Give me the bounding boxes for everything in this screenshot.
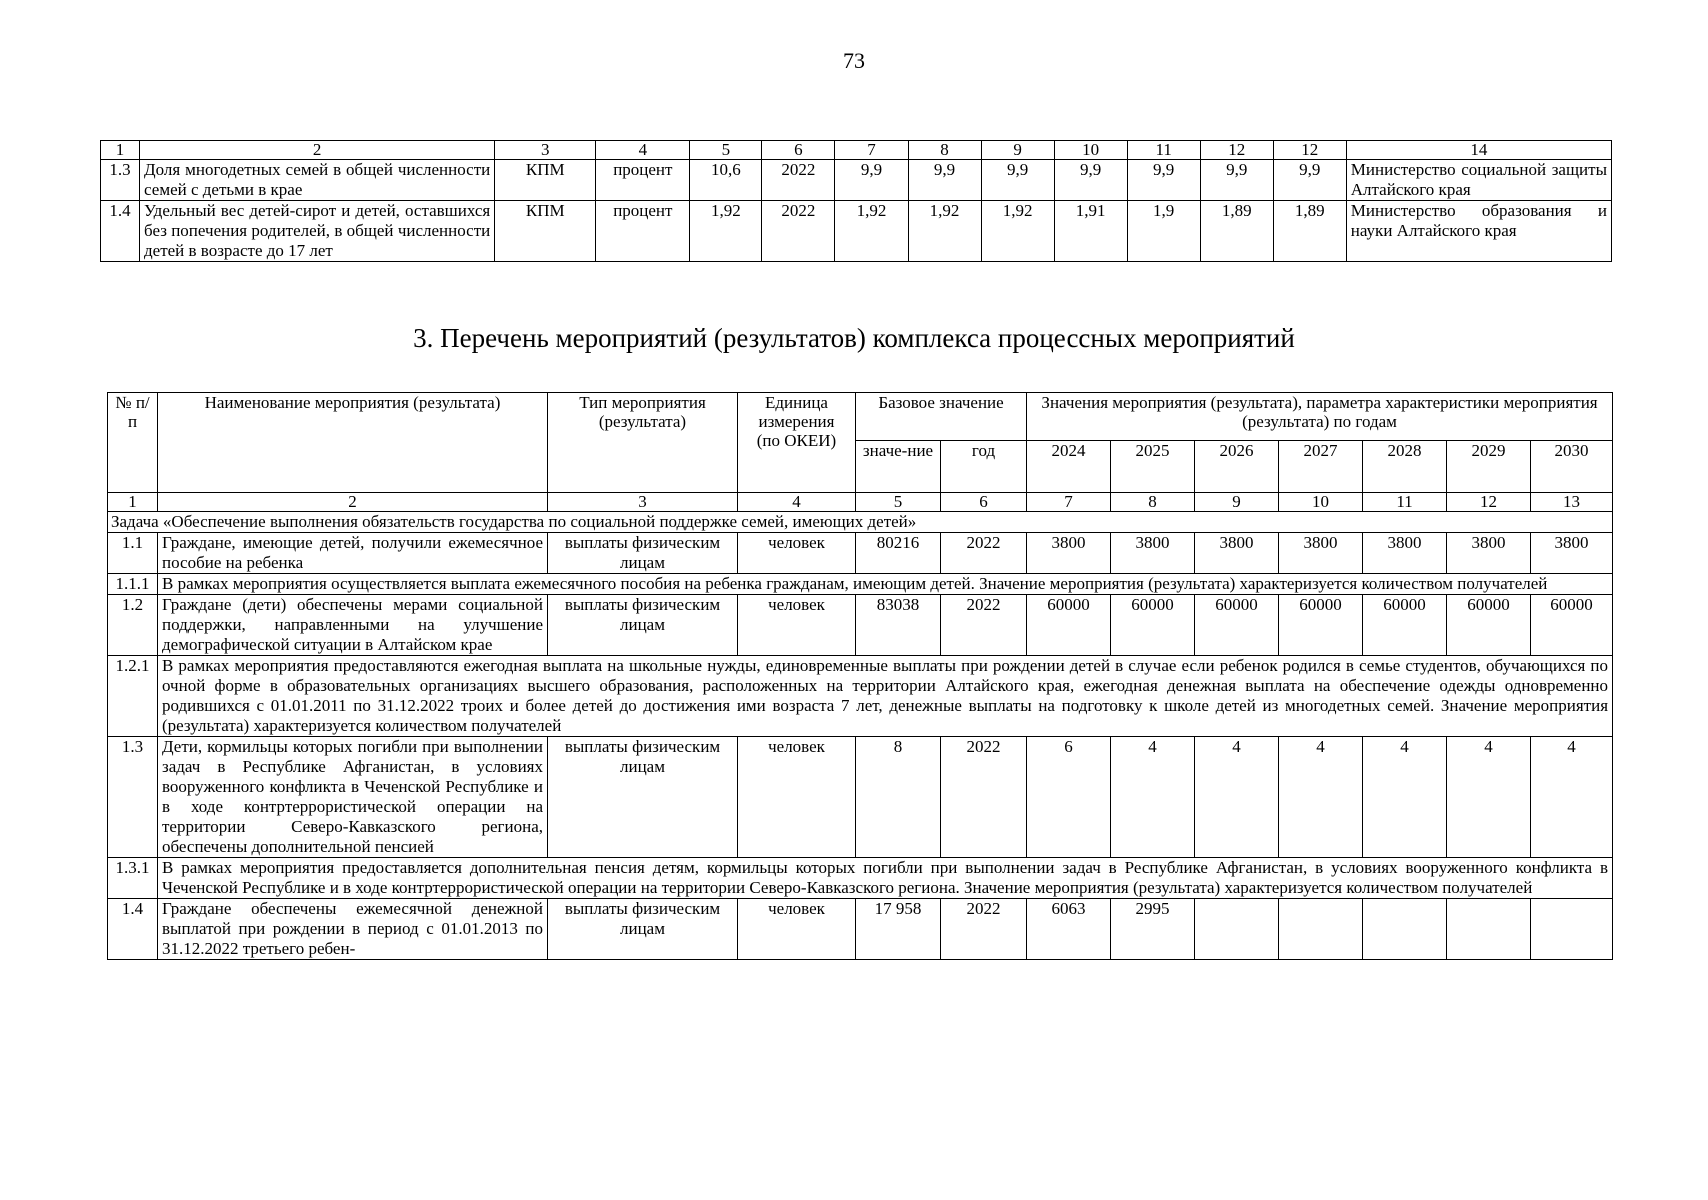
unit: человек: [738, 595, 856, 656]
row-number: 1.1.1: [108, 574, 158, 595]
year-value: [1363, 899, 1447, 960]
row-number: 1.2: [108, 595, 158, 656]
measure-description: В рамках мероприятия предоставляются ежегодная выплата на школьные нужды, единовременные выплаты при рождении детей в случае если ребенок родился в семье студентов, обучающихся по очной форме в образовательных организациях высшего образования, расположенных на территории Алтайского края, ежегодная денежная выплата на обеспечение одежды одновременно родившихся с 01.01.2011 по 31.12.2022 троих и более детей до достижения ими возраста 7 лет, денежные выплаты на подготовку к школе детей из многодетных семей. Значение мероприятия (результата) характеризуется количеством получателей: [158, 656, 1613, 737]
base-value: 80216: [856, 533, 941, 574]
column-number: 7: [835, 141, 908, 160]
header-base-year: год: [941, 441, 1027, 493]
header-values: Значения мероприятия (результата), параметра характеристики мероприятия (результата) по годам: [1027, 393, 1613, 441]
table-cell: 2022: [762, 201, 835, 262]
column-number: 7: [1027, 493, 1111, 512]
year-value: 3800: [1027, 533, 1111, 574]
measure-description: В рамках мероприятия осуществляется выплата ежемесячного пособия на ребенка гражданам, имеющим детей. Значение мероприятия (результата) характеризуется количеством получателей: [158, 574, 1613, 595]
year-value: 3800: [1363, 533, 1447, 574]
header-base-value: значе-ние: [856, 441, 941, 493]
measure-type: выплаты физическим лицам: [548, 737, 738, 858]
column-number: 6: [941, 493, 1027, 512]
row-number: 1.1: [108, 533, 158, 574]
year-value: 3800: [1111, 533, 1195, 574]
measure-description-row: [108, 656, 1613, 737]
column-number: 2: [158, 493, 548, 512]
year-value: [1195, 899, 1279, 960]
column-number: 13: [1531, 493, 1613, 512]
column-number: 4: [738, 493, 856, 512]
column-number: 8: [1111, 493, 1195, 512]
task-title: Задача «Обеспечение выполнения обязательств государства по социальной поддержке семей, имеющих детей»: [108, 512, 1613, 533]
column-number: 9: [1195, 493, 1279, 512]
header-name: Наименование мероприятия (результата): [158, 393, 548, 493]
column-number: 10: [1279, 493, 1363, 512]
indicators-table: [100, 140, 1612, 262]
base-year: 2022: [941, 595, 1027, 656]
year-value: 3800: [1195, 533, 1279, 574]
header-row: [108, 393, 1613, 441]
column-number: 12: [1447, 493, 1531, 512]
table-cell: 10,6: [690, 160, 762, 201]
year-value: 4: [1531, 737, 1613, 858]
measure-name: Дети, кормильцы которых погибли при выполнении задач в Республике Афганистан, в условиях вооруженного конфликта в Чеченской Республике и в ходе контртеррористической операции на территории Северо-Кавказского региона, обеспечены дополнительной пенсией: [158, 737, 548, 858]
column-number: 2: [140, 141, 495, 160]
year-value: 4: [1363, 737, 1447, 858]
table-cell: КПМ: [495, 201, 596, 262]
measure-description-row: [108, 858, 1613, 899]
year-value: 2995: [1111, 899, 1195, 960]
header-num: № п/п: [108, 393, 158, 493]
table-cell: 1,92: [690, 201, 762, 262]
indicator-name: Доля многодетных семей в общей численности семей с детьми в крае: [140, 160, 495, 201]
column-number: 10: [1054, 141, 1127, 160]
column-number: 12: [1200, 141, 1273, 160]
column-number-row: [101, 141, 1612, 160]
measure-row: [108, 899, 1613, 960]
table-cell: 9,9: [981, 160, 1054, 201]
row-number: 1.2.1: [108, 656, 158, 737]
row-number: 1.3.1: [108, 858, 158, 899]
base-year: 2022: [941, 899, 1027, 960]
measure-name: Граждане, имеющие детей, получили ежемесячное пособие на ребенка: [158, 533, 548, 574]
column-number: 8: [908, 141, 981, 160]
base-value: 83038: [856, 595, 941, 656]
year-value: 60000: [1447, 595, 1531, 656]
column-number: 3: [495, 141, 596, 160]
measures-table: [107, 392, 1613, 960]
unit: человек: [738, 737, 856, 858]
header-year: 2028: [1363, 441, 1447, 493]
year-value: 4: [1195, 737, 1279, 858]
base-value: 8: [856, 737, 941, 858]
column-number: 11: [1363, 493, 1447, 512]
section-title: 3. Перечень мероприятий (результатов) комплекса процессных мероприятий: [413, 323, 1295, 353]
column-number: 3: [548, 493, 738, 512]
year-value: 3800: [1531, 533, 1613, 574]
measure-description-row: [108, 574, 1613, 595]
header-year: 2030: [1531, 441, 1613, 493]
year-value: 3800: [1447, 533, 1531, 574]
table-cell: 9,9: [1273, 160, 1346, 201]
year-value: 4: [1111, 737, 1195, 858]
year-value: 60000: [1111, 595, 1195, 656]
year-value: 60000: [1363, 595, 1447, 656]
table-cell: 9,9: [1200, 160, 1273, 201]
year-value: 60000: [1195, 595, 1279, 656]
measure-type: выплаты физическим лицам: [548, 899, 738, 960]
table-cell: 9,9: [1054, 160, 1127, 201]
table-row: [101, 201, 1612, 262]
column-number: 5: [690, 141, 762, 160]
responsible-org: Министерство образования и науки Алтайского края: [1346, 201, 1611, 262]
task-row: [108, 512, 1613, 533]
row-number: 1.4: [108, 899, 158, 960]
column-number: 9: [981, 141, 1054, 160]
year-value: 4: [1447, 737, 1531, 858]
indicator-name: Удельный вес детей-сирот и детей, оставшихся без попечения родителей, в общей численности детей в возрасте до 17 лет: [140, 201, 495, 262]
table-cell: 1,9: [1127, 201, 1200, 262]
measure-name: Граждане обеспечены ежемесячной денежной выплатой при рождении в период с 01.01.2013 по 31.12.2022 третьего ребен-: [158, 899, 548, 960]
table-cell: 1,92: [835, 201, 908, 262]
column-number: 11: [1127, 141, 1200, 160]
header-type: Тип мероприятия (результата): [548, 393, 738, 493]
year-value: [1279, 899, 1363, 960]
year-value: 6: [1027, 737, 1111, 858]
year-value: 3800: [1279, 533, 1363, 574]
unit: человек: [738, 533, 856, 574]
header-unit: Единица измерения (по ОКЕИ): [738, 393, 856, 493]
table-cell: 1,92: [981, 201, 1054, 262]
measure-type: выплаты физическим лицам: [548, 595, 738, 656]
table-row: [101, 160, 1612, 201]
table-cell: 9,9: [1127, 160, 1200, 201]
unit: человек: [738, 899, 856, 960]
table-cell: процент: [596, 201, 690, 262]
page-number: 73: [843, 48, 865, 73]
measure-row: [108, 737, 1613, 858]
row-number: 1.3: [108, 737, 158, 858]
year-value: [1447, 899, 1531, 960]
table-cell: 1,91: [1054, 201, 1127, 262]
base-value: 17 958: [856, 899, 941, 960]
measure-type: выплаты физическим лицам: [548, 533, 738, 574]
year-value: [1531, 899, 1613, 960]
column-number: 1: [108, 493, 158, 512]
header-base: Базовое значение: [856, 393, 1027, 441]
column-number: 14: [1346, 141, 1611, 160]
header-year: 2024: [1027, 441, 1111, 493]
column-number: 12: [1273, 141, 1346, 160]
table-cell: 1,89: [1273, 201, 1346, 262]
table-cell: процент: [596, 160, 690, 201]
column-number-row: [108, 493, 1613, 512]
table-cell: 9,9: [908, 160, 981, 201]
column-number: 4: [596, 141, 690, 160]
row-number: 1.3: [101, 160, 140, 201]
header-year: 2025: [1111, 441, 1195, 493]
responsible-org: Министерство социальной защиты Алтайского края: [1346, 160, 1611, 201]
year-value: 60000: [1279, 595, 1363, 656]
table-cell: 1,92: [908, 201, 981, 262]
year-value: 60000: [1531, 595, 1613, 656]
measure-row: [108, 533, 1613, 574]
header-year: 2026: [1195, 441, 1279, 493]
column-number: 1: [101, 141, 140, 160]
year-value: 60000: [1027, 595, 1111, 656]
year-value: 6063: [1027, 899, 1111, 960]
header-year: 2029: [1447, 441, 1531, 493]
table-cell: 9,9: [835, 160, 908, 201]
measure-description: В рамках мероприятия предоставляется дополнительная пенсия детям, кормильцы которых погибли при выполнении задач в Республике Афганистан, в условиях вооруженного конфликта в Чеченской Республике и в ходе контртеррористической операции на территории Северо-Кавказского региона. Значение мероприятия (результата) характеризуется количеством получателей: [158, 858, 1613, 899]
header-year: 2027: [1279, 441, 1363, 493]
row-number: 1.4: [101, 201, 140, 262]
measure-row: [108, 595, 1613, 656]
measure-name: Граждане (дети) обеспечены мерами социальной поддержки, направленными на улучшение демографической ситуации в Алтайском крае: [158, 595, 548, 656]
column-number: 5: [856, 493, 941, 512]
year-value: 4: [1279, 737, 1363, 858]
table-cell: КПМ: [495, 160, 596, 201]
column-number: 6: [762, 141, 835, 160]
table-cell: 1,89: [1200, 201, 1273, 262]
base-year: 2022: [941, 533, 1027, 574]
base-year: 2022: [941, 737, 1027, 858]
table-cell: 2022: [762, 160, 835, 201]
